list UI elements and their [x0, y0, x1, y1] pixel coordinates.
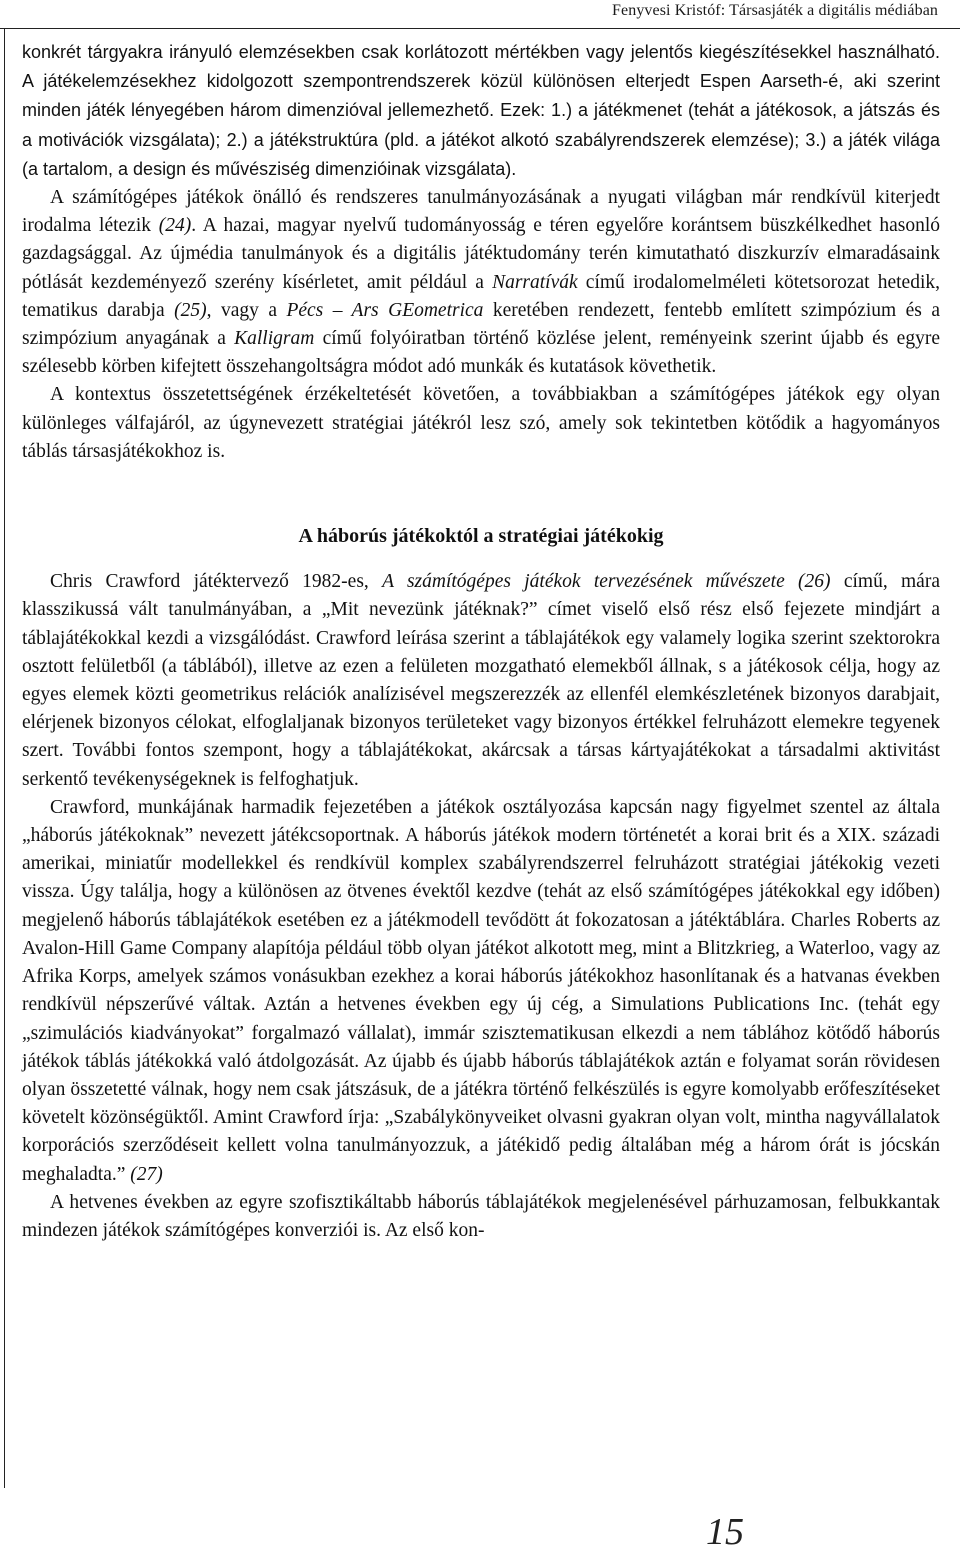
paragraph-2-text-5: keretében rendezett, fentebb említett szimpózium és a szimpózium anyagának a	[22, 299, 940, 350]
paragraph-4-text-1: Chris Crawford játéktervező 1982-es,	[50, 571, 383, 593]
header-rule	[0, 28, 960, 29]
paragraph-2-text-4: , vagy a	[206, 299, 287, 321]
reference-25: (25)	[174, 299, 207, 321]
body-text	[22, 38, 940, 1245]
paragraph-2-text-6: című folyóiratban történő közlése jelent, reményeink szerint újabb és egyre szélesebb körben kifejtett összehangoltságra módot adó munkák és kutatások követhetik.	[22, 328, 940, 378]
page-number: 15	[706, 1511, 744, 1553]
paragraph-1	[22, 38, 940, 184]
left-margin-rule	[4, 28, 5, 1488]
paragraph-2-text-3: című irodalomelméleti kötetsorozat hetedik, tematikus darabja	[22, 271, 940, 321]
reference-27: (27)	[130, 1163, 163, 1185]
paragraph-4-text-2: című, mára klasszikussá vált tanulmányában, a „Mit nevezünk játéknak?” címet viselő első rész első fejezete mindjárt a táblajátékokkal kezdi a vizsgálódást. Crawford leírása szerint a táblajátékok egy valamely logika szerint szektorokra osztott felületből (a táblából), illetve az ezen a felületen mozgatható elemekből állnak, s a játékosok célja, hogy az egyes elemek közti geometrikus relációk analízisével megszerezzék az ellenfél elemkészletének bizonyos darabjait, elérjenek bizonyos célokat, elfoglaljanak bizonyos területeket vagy bizonyos értékkel felruházott elemekre tegyenek szert. További fontos szempont, hogy a táblajátékokat, akárcsak a társas kártyajátékokat a társadalmi aktivitást serkentő tevékenységeknek is felfoghatjuk.	[22, 571, 940, 790]
paragraph-5-text: Crawford, munkájának harmadik fejezetében a játékok osztályozása kapcsán nagy figyelmet szentel az általa „háborús játékoknak” nevezett játékcsoportnak. A háborús játékok modern történetét a korai brit és a XIX. századi amerikai, miniatűr modellekkel és rendkívül komplex szabályrendszerrel felruházott stratégiai játékokig vezeti vissza. Úgy találja, hogy a különösen az ötvenes évektől kezdve (tehát az első számítógépes játékokkal egy időben) megjelenő háborús táblajátékok esetében ez a játékmodell tevődött át fokozatosan a játéktáblára. Charles Roberts az Avalon-Hill Game Company alapítója például több olyan játékot alkotott meg, mint a Blitzkrieg, a Waterloo, vagy az Afrika Korps, amelyek számos vonásukban ezekhez a korai háborús játékokhoz hasonlítanak és a hatvanas években rendkívül népszerűvé váltak. Aztán a hetvenes években egy új cég, a Simulations Publications Inc. (tehát egy „szimulációs kiadványokat” forgalmazó vállalat), immár szisztematikusan elkezdi a nem táblához kötődő háborús játékok táblás játékokká való átdolgozását. Az újabb és újabb háborús táblajátékok aztán e folyamat során rövidesen olyan összetetté válnak, hogy nem csak játszásuk, de a játékra történő felkészülés is egyre komolyabb erőfeszítéseket követelt közönségüktől. Amint Crawford írja: „Szabálykönyveiket olvasni gyakran olyan volt, mintha nagyvállalatok korporációs szerződéseit kellett volna tanulmányozzuk, a játékidő pedig általában még a három órát is jócskán meghaladta.”	[22, 796, 940, 1185]
paragraph-6: A hetvenes években az egyre szofisztikáltabb háborús táblajátékok megjelenésével párhuzamosan, felbukkantak mindezen játékok számítógépes konverziói is. Az első kon-	[22, 1191, 940, 1241]
title-narrativak: Narratívák	[492, 271, 578, 293]
title-crawford-book: A számítógépes játékok tervezésének művészete (26)	[382, 571, 831, 593]
paragraph-2-text-2: . A hazai, magyar nyelvű tudományosság e téren egyelőre korántsem büszkélkedhet hasonló gazdagsággal. Az újmédia tanulmányok és a digitális játéktudomány terén kimutatható diszkurzív elmaradásaink pótlását kezdeményező szerény kísérletet, amit például a	[22, 215, 940, 293]
section-heading: A háborús játékoktól a stratégiai játékokig	[298, 525, 664, 548]
paragraph-5	[22, 794, 940, 1189]
title-kalligram: Kalligram	[234, 328, 315, 350]
running-head: Fenyvesi Kristóf: Társasjáték a digitális médiában	[612, 2, 938, 19]
paragraph-4	[22, 568, 940, 794]
paragraph-2	[22, 184, 940, 381]
title-pecs-ars-geometrica: Pécs – Ars GEometrica	[286, 299, 484, 321]
paragraph-2-text-1: A számítógépes játékok önálló és rendszeres tanulmányozásának a nyugati világban már rendkívül kiterjedt irodalma létezik	[22, 187, 940, 237]
paragraph-3: A kontextus összetettségének érzékeltetését követően, a továbbiakban a számítógépes játékok egy olyan különleges válfajáról, az úgynevezett stratégiai játékról lesz szó, amely sok tekintetben kötődik a hagyományos táblás társasjátékokhoz is.	[22, 384, 940, 462]
reference-24: (24)	[158, 215, 192, 237]
paragraph-1-text: konkrét tárgyakra irányuló elemzésekben csak korlátozott mértékben vagy jelentős kiegészítésekkel használható. A játékelemzésekhez kidolgozott szempontrendszerek közül különösen elterjedt Espen Aarseth-é, aki szerint minden játék lényegében három dimenzióval jellemezhető. Ezek: 1.) a játékmenet (tehát a játékosok, a játszás és a motivációk vizsgálata); 2.) a játékstruktúra (pld. a játékot alkotó szabályrendszerek elemzése); 3.) a játék világa (a tartalom, a design és művésziség dimenzióinak vizsgálata).	[22, 42, 940, 179]
